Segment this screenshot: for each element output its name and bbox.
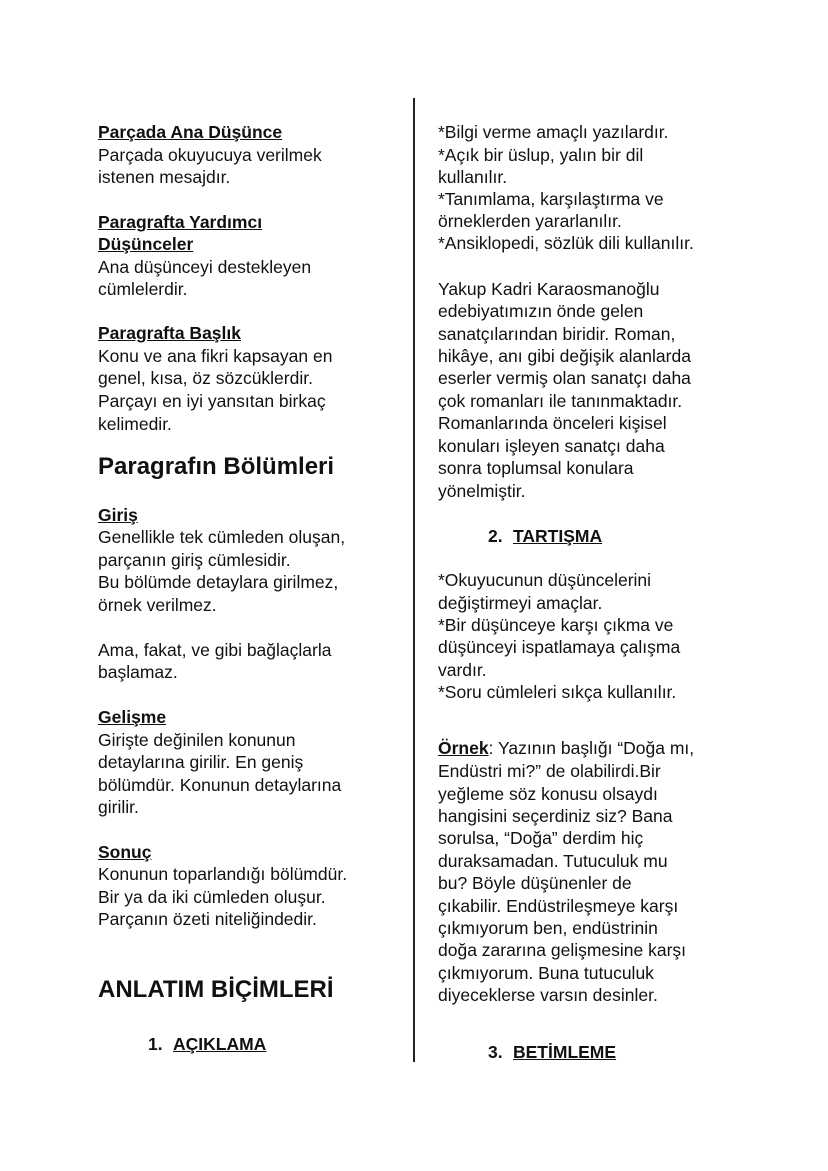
column-divider bbox=[413, 98, 415, 1062]
text-line: Parçada okuyucuya verilmek bbox=[98, 145, 322, 165]
bullet-line: düşünceyi ispatlamaya çalışma bbox=[438, 637, 681, 657]
text-line: diyeceklerse varsın desinler. bbox=[438, 985, 658, 1005]
text-line: çıkmıyorum. Buna tutuculuk bbox=[438, 963, 654, 983]
text-line: bu? Böyle düşünenler de bbox=[438, 873, 632, 893]
section-heading: BETİMLEME bbox=[513, 1042, 617, 1062]
section-title: ANLATIM BİÇİMLERİ bbox=[98, 976, 334, 1003]
text-line: detaylarına girilir. En geniş bbox=[98, 752, 304, 772]
text-line: Konunun toparlandığı bölümdür. bbox=[98, 864, 348, 884]
text-line: örnek verilmez. bbox=[98, 595, 217, 615]
bullet-line: kullanılır. bbox=[438, 167, 508, 187]
text-line: Genellikle tek cümleden oluşan, bbox=[98, 527, 346, 547]
section-title: Paragrafın Bölümleri bbox=[98, 453, 335, 480]
bullet-line: *Ansiklopedi, sözlük dili kullanılır. bbox=[438, 233, 694, 253]
bullet-line: örneklerden yararlanılır. bbox=[438, 211, 622, 231]
bullet-line: değiştirmeyi amaçlar. bbox=[438, 593, 603, 613]
text-line: girilir. bbox=[98, 797, 139, 817]
text-line: sanatçılarından biridir. Roman, bbox=[438, 324, 676, 344]
text-line: çıkabilir. Endüstrileşmeye karşı bbox=[438, 896, 679, 916]
text-line: başlamaz. bbox=[98, 662, 178, 682]
section-heading: Paragrafta Başlık bbox=[98, 323, 241, 343]
section-heading: Sonuç bbox=[98, 842, 152, 862]
text-line: Parçanın özeti niteliğindedir. bbox=[98, 909, 317, 929]
section-heading: AÇIKLAMA bbox=[173, 1034, 267, 1054]
text-line: Endüstri mi?” de olabilirdi.Bir bbox=[438, 761, 661, 781]
text-line: yönelmiştir. bbox=[438, 481, 526, 501]
text-line: doğa zararına gelişmesine karşı bbox=[438, 940, 687, 960]
text-line: Yakup Kadri Karaosmanoğlu bbox=[438, 279, 660, 299]
text-line: Bir ya da iki cümleden oluşur. bbox=[98, 887, 326, 907]
text-line: : Yazının başlığı “Doğa mı, bbox=[488, 738, 695, 758]
text-line: eserler vermiş olan sanatçı daha bbox=[438, 368, 691, 388]
text-line: Girişte değinilen konunun bbox=[98, 730, 296, 750]
text-line: hikâye, anı gibi değişik alanlarda bbox=[438, 346, 691, 366]
text-line: sonra toplumsal konulara bbox=[438, 458, 634, 478]
text-line: Bu bölümde detaylara girilmez, bbox=[98, 572, 339, 592]
text-line: cümlelerdir. bbox=[98, 279, 188, 299]
list-number: 2. bbox=[488, 526, 503, 546]
text-line: yeğleme söz konusu olsaydı bbox=[438, 784, 658, 804]
text-line: hangisini seçerdiniz siz? Bana bbox=[438, 806, 673, 826]
list-number: 3. bbox=[488, 1042, 503, 1062]
text-line: Ana düşünceyi destekleyen bbox=[98, 257, 312, 277]
bullet-line: vardır. bbox=[438, 660, 487, 680]
text-line: kelimedir. bbox=[98, 414, 172, 434]
text-line: çok romanları ile tanınmaktadır. bbox=[438, 391, 683, 411]
bullet-line: *Açık bir üslup, yalın bir dil bbox=[438, 145, 644, 165]
section-heading: Paragrafta Yardımcı bbox=[98, 212, 263, 232]
text-line: parçanın giriş cümlesidir. bbox=[98, 550, 291, 570]
text-line: Konu ve ana fikri kapsayan en bbox=[98, 346, 333, 366]
text-line: bölümdür. Konunun detaylarına bbox=[98, 775, 342, 795]
list-number: 1. bbox=[148, 1034, 163, 1054]
bullet-line: *Tanımlama, karşılaştırma ve bbox=[438, 189, 664, 209]
text-line: konuları işleyen sanatçı daha bbox=[438, 436, 665, 456]
bullet-line: *Bir düşünceye karşı çıkma ve bbox=[438, 615, 674, 635]
example-label: Örnek bbox=[438, 738, 489, 758]
section-heading: Giriş bbox=[98, 505, 138, 525]
bullet-line: *Okuyucunun düşüncelerini bbox=[438, 570, 652, 590]
text-line: çıkmıyorum ben, endüstrinin bbox=[438, 918, 658, 938]
text-line: genel, kısa, öz sözcüklerdir. bbox=[98, 368, 313, 388]
text-line: Romanlarında önceleri kişisel bbox=[438, 413, 667, 433]
section-heading: TARTIŞMA bbox=[513, 526, 603, 546]
bullet-line: *Soru cümleleri sıkça kullanılır. bbox=[438, 682, 677, 702]
text-line: Parçayı en iyi yansıtan birkaç bbox=[98, 391, 326, 411]
text-line: duraksamadan. Tutuculuk mu bbox=[438, 851, 668, 871]
text-line: edebiyatımızın önde gelen bbox=[438, 301, 644, 321]
text-line: Ama, fakat, ve gibi bağlaçlarla bbox=[98, 640, 332, 660]
bullet-line: *Bilgi verme amaçlı yazılardır. bbox=[438, 122, 669, 142]
text-line: istenen mesajdır. bbox=[98, 167, 231, 187]
section-heading: Gelişme bbox=[98, 707, 167, 727]
text-line: sorulsa, “Doğa” derdim hiç bbox=[438, 828, 644, 848]
section-heading: Düşünceler bbox=[98, 234, 194, 254]
section-heading: Parçada Ana Düşünce bbox=[98, 122, 283, 142]
